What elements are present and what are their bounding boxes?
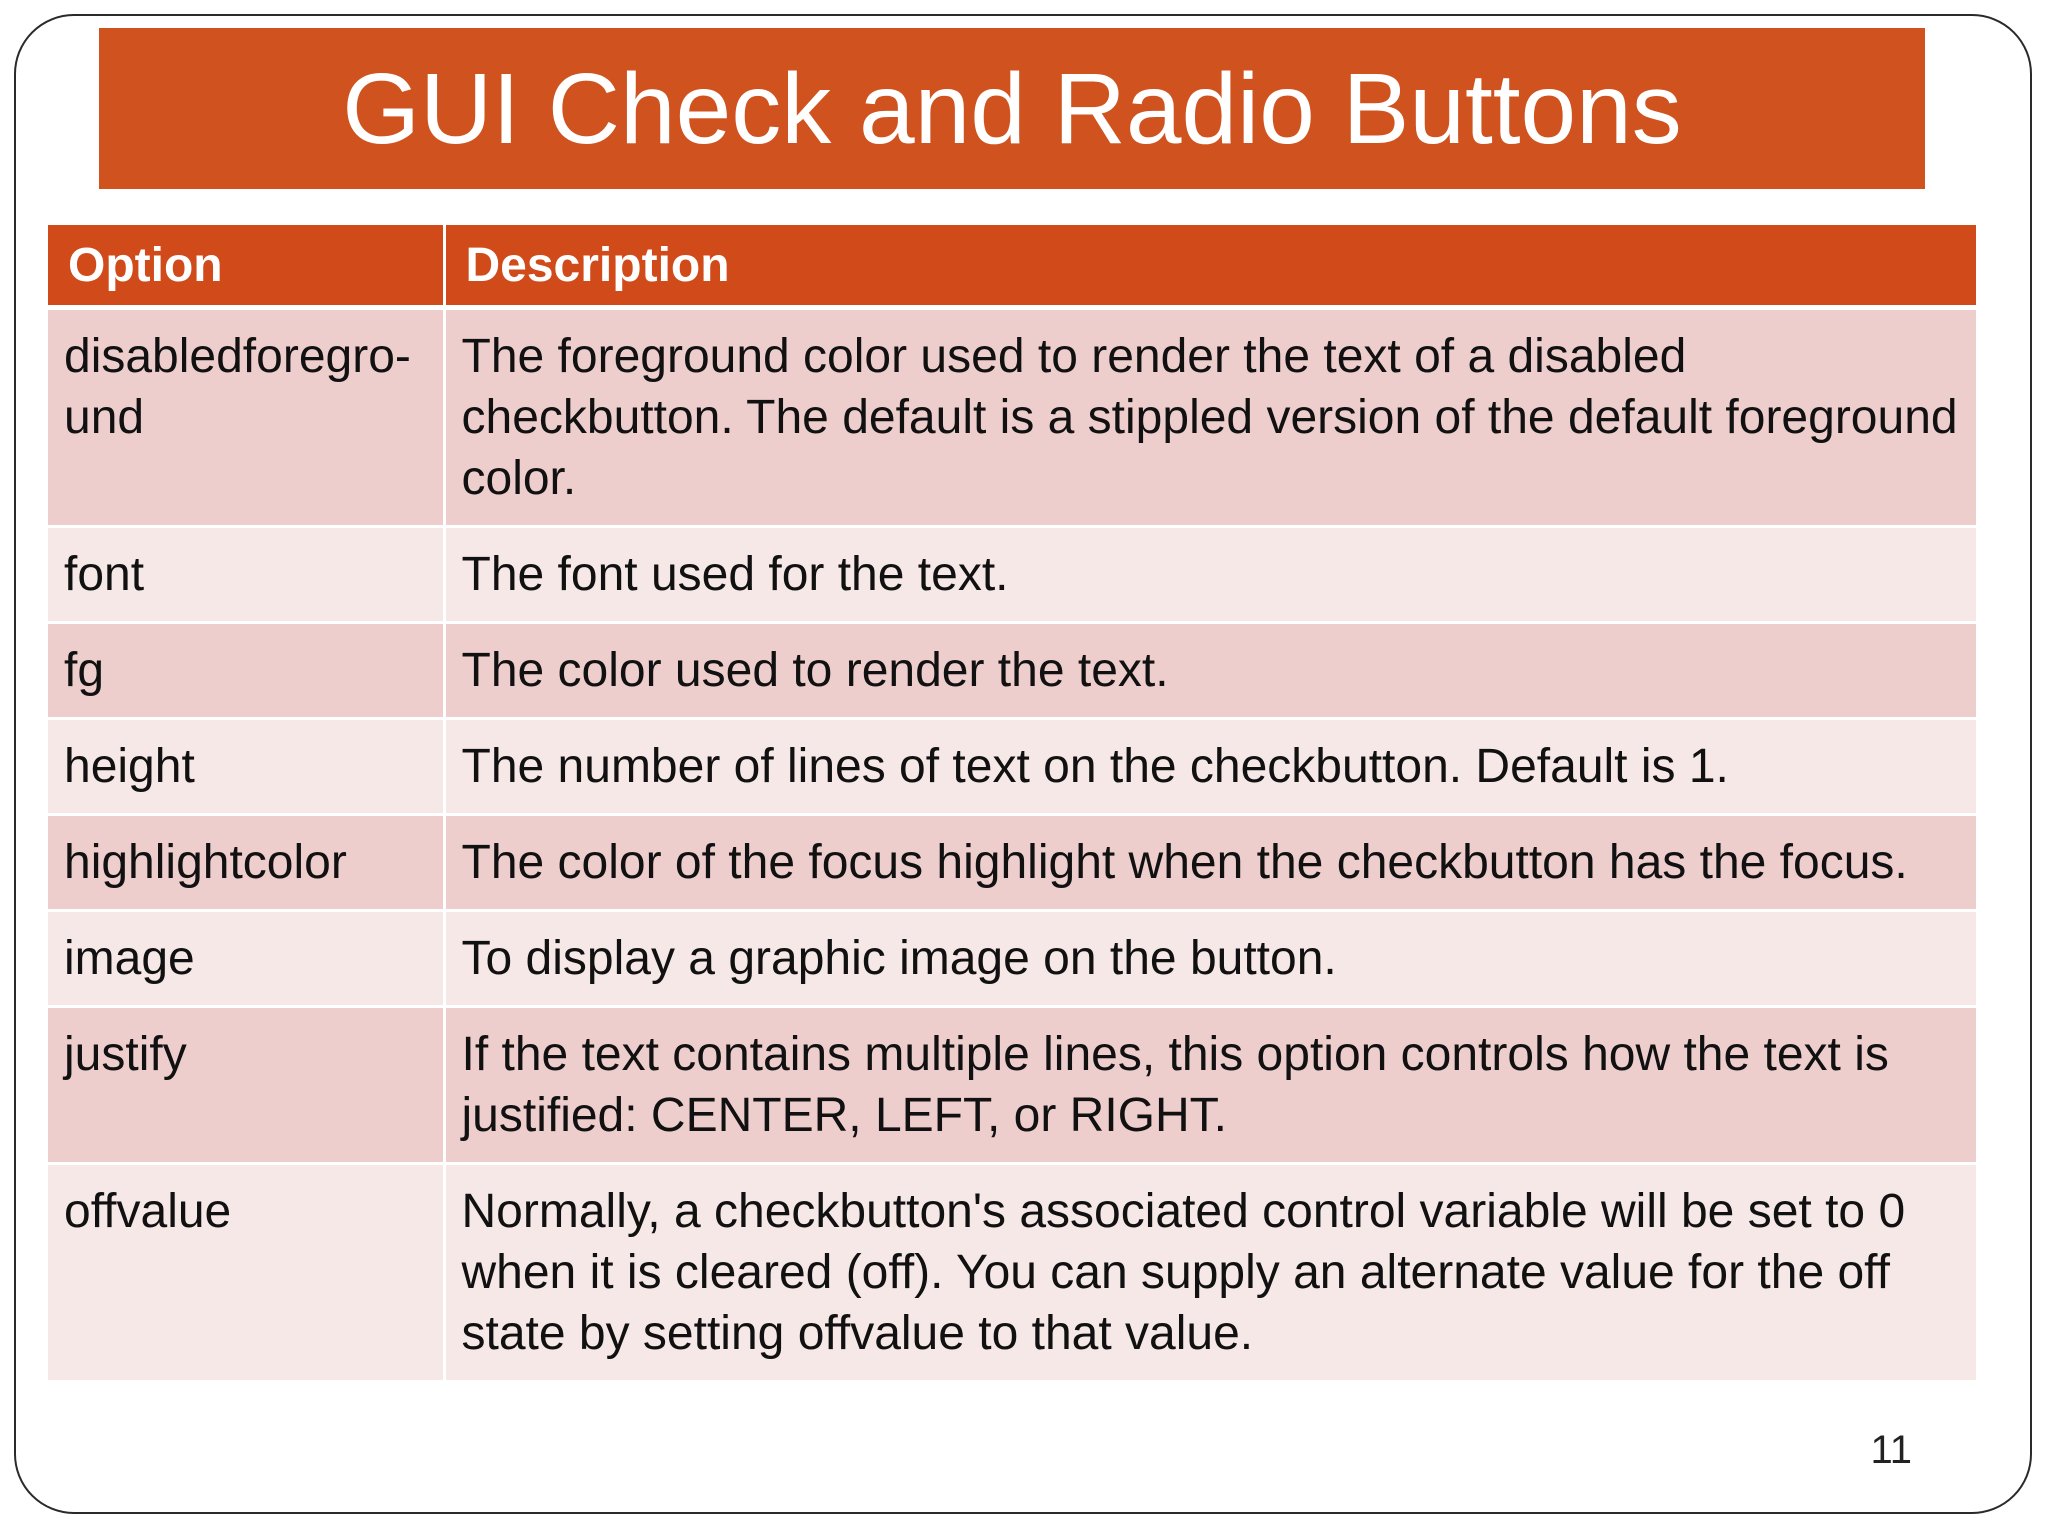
option-cell: fg	[48, 623, 444, 719]
description-cell: If the text contains multiple lines, this option controls how the text is justified: CENTER, LEFT, or RIGHT.	[444, 1007, 1976, 1164]
option-cell: offvalue	[48, 1164, 444, 1382]
options-table	[48, 225, 1976, 1383]
option-cell: font	[48, 527, 444, 623]
option-cell: height	[48, 719, 444, 815]
table-row	[48, 911, 1976, 1007]
description-cell: To display a graphic image on the button.	[444, 911, 1976, 1007]
slide-title: GUI Check and Radio Buttons	[342, 52, 1682, 165]
table-row	[48, 719, 1976, 815]
option-cell: highlightcolor	[48, 815, 444, 911]
option-cell: disabledforeground	[48, 308, 444, 527]
description-cell: Normally, a checkbutton's associated control variable will be set to 0 when it is cleared (off). You can supply an alternate value for the off state by setting offvalue to that value.	[444, 1164, 1976, 1382]
description-cell: The number of lines of text on the checkbutton. Default is 1.	[444, 719, 1976, 815]
slide	[14, 14, 2032, 1514]
table-row	[48, 1164, 1976, 1382]
option-cell: justify	[48, 1007, 444, 1164]
option-cell: image	[48, 911, 444, 1007]
table-row	[48, 815, 1976, 911]
description-cell: The color used to render the text.	[444, 623, 1976, 719]
description-cell: The font used for the text.	[444, 527, 1976, 623]
page-number: 11	[1870, 1428, 1912, 1472]
description-cell: The foreground color used to render the text of a disabled checkbutton. The default is a stippled version of the default foreground color.	[444, 308, 1976, 527]
table-header-row	[48, 225, 1976, 308]
table-row	[48, 527, 1976, 623]
table-row	[48, 1007, 1976, 1164]
table-row	[48, 623, 1976, 719]
header-description: Description	[444, 225, 1976, 308]
header-option: Option	[48, 225, 444, 308]
table-row	[48, 308, 1976, 527]
description-cell: The color of the focus highlight when the checkbutton has the focus.	[444, 815, 1976, 911]
title-bar	[99, 28, 1925, 189]
